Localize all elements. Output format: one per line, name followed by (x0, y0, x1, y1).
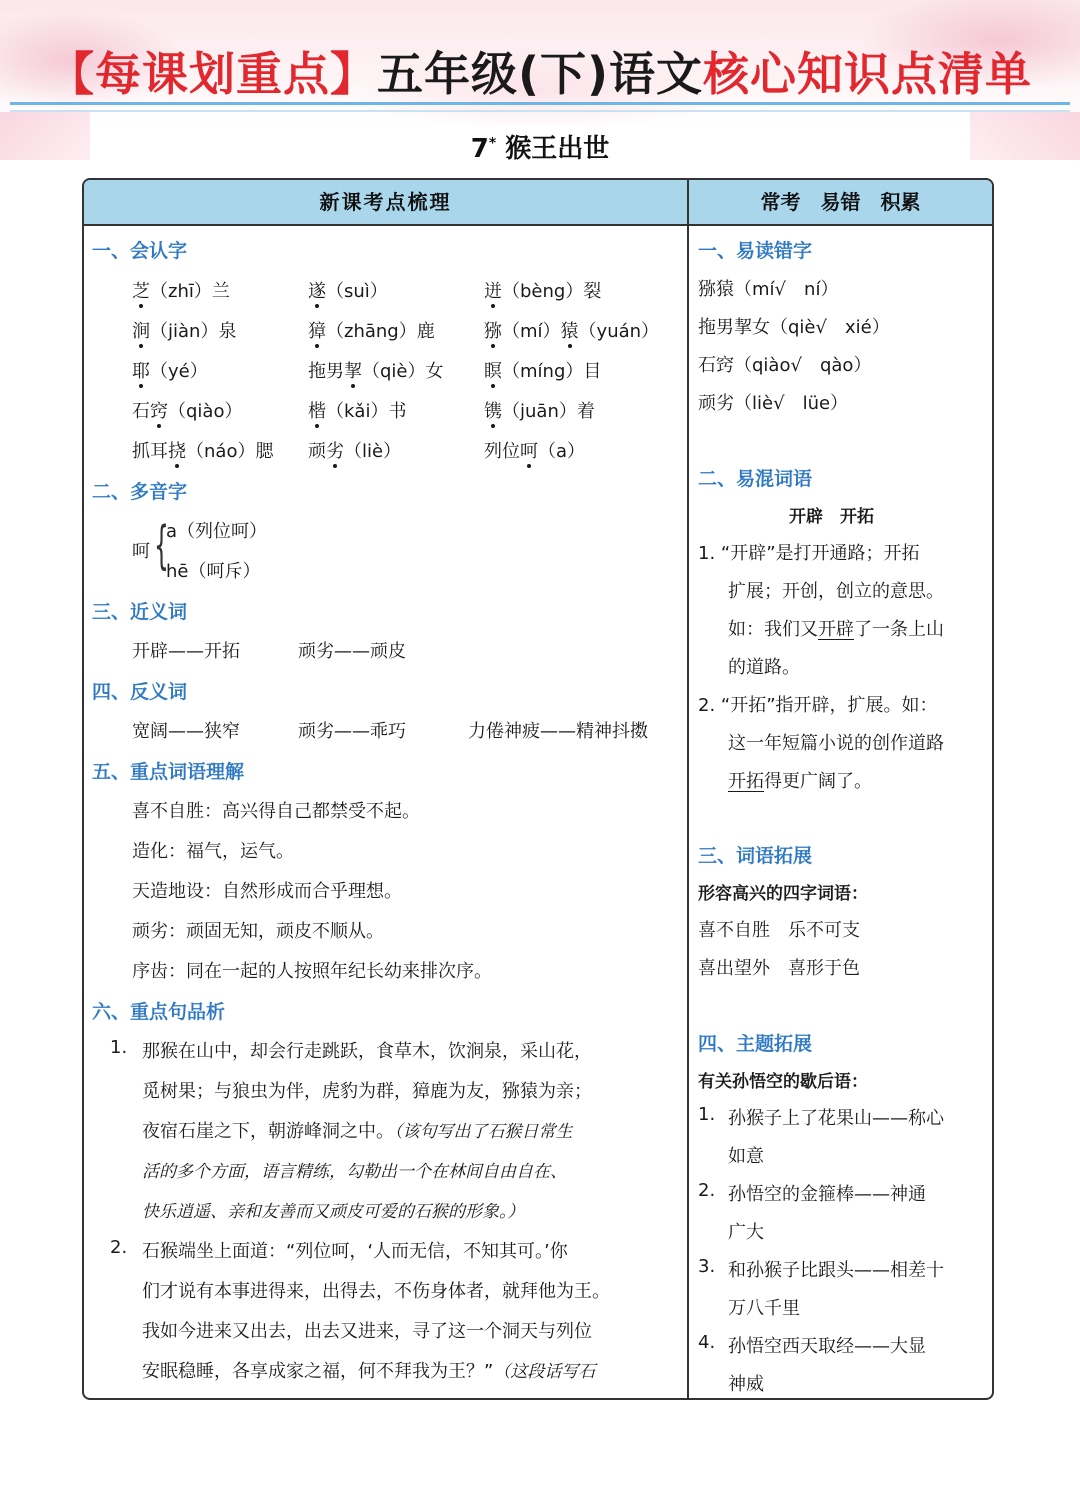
polyphonic-reading-1: a（列位呵） (166, 521, 268, 542)
antonym-pair: 顽劣——乖巧 (298, 721, 406, 742)
char-tail: 泉 (218, 321, 237, 342)
section-title-antonyms: 四、反义词 (92, 681, 188, 703)
char: 耶 (132, 357, 150, 383)
char-tail: 着 (576, 401, 595, 422)
table-header (84, 180, 992, 226)
char-prefix: 拖男 (308, 361, 344, 382)
saying-text: 如意 (728, 1146, 764, 1167)
explain-line: 的道路。 (728, 657, 800, 678)
pinyin: （a） (538, 441, 586, 462)
word-definition: 造化：福气，运气。 (132, 841, 294, 862)
antonym-pair: 力倦神疲——精神抖擞 (468, 721, 648, 742)
pinyin: （yuán） (578, 321, 660, 342)
char-item (132, 317, 236, 343)
title-part-1: 【每课划重点】 (47, 47, 377, 101)
column-divider (687, 180, 689, 1398)
pinyin: （kǎi） (326, 401, 389, 422)
char: 猿 (561, 317, 579, 343)
polyphonic-reading-2: hē（呵斥） (166, 561, 261, 582)
lesson-title (0, 128, 1080, 165)
char-tail: 鹿 (416, 321, 435, 342)
lesson-name: 猴王出世 (505, 134, 610, 164)
synonym-pair: 开辟——开拓 (132, 641, 240, 662)
underlined-word: 开拓 (728, 771, 764, 792)
antonym-pair: 宽阔——狭窄 (132, 721, 240, 742)
confusing-word-pair: 开辟 开拓 (789, 507, 874, 527)
correct-pinyin: liè (752, 393, 774, 414)
wrong-pinyin: lüe (802, 393, 831, 414)
section-title-key-words: 五、重点词语理解 (92, 761, 245, 783)
char-prefix: 顽 (308, 441, 326, 462)
pinyin: （míng） (502, 361, 584, 382)
section-title-misread-chars: 一、易读错字 (698, 240, 813, 262)
pinyin: （náo） (186, 441, 256, 462)
sentence-line: 我如今进来又出去，出去又进来，寻了这一个洞天与列位 (142, 1321, 592, 1342)
section-title-synonyms: 三、近义词 (92, 601, 188, 623)
check-icon: √ (774, 279, 787, 300)
misread-word: 猕猿 (698, 279, 734, 300)
char-item (308, 357, 444, 383)
char-item (484, 437, 585, 463)
saying-text: 万八千里 (728, 1298, 800, 1319)
saying-text: 广大 (728, 1222, 764, 1243)
char: 窍 (150, 397, 168, 423)
expansion-subtitle: 形容高兴的四字词语： (698, 884, 868, 904)
banner-divider-thin (10, 110, 1070, 112)
pinyin: （qiào） (168, 401, 243, 422)
char-item (308, 397, 406, 423)
char-item (308, 277, 388, 303)
misread-item: 石窍（qiào√ qào） (698, 355, 872, 376)
synonym-pair: 顽劣——顽皮 (298, 641, 406, 662)
explain-line: 2. “开拓”指开辟，扩展。如： (698, 695, 938, 716)
char: 猕 (484, 317, 502, 343)
char-tail: 女 (425, 361, 444, 382)
misread-word: 顽劣 (698, 393, 734, 414)
explain-text: 得更广阔了。 (764, 771, 872, 792)
char-item (308, 317, 435, 343)
char-item (132, 357, 208, 383)
sentence-line (142, 1117, 573, 1143)
saying-number: 2. (698, 1180, 716, 1201)
char: 涧 (132, 317, 150, 343)
header-banner (0, 0, 1080, 125)
explain-text: 了一条上山 (854, 619, 944, 640)
saying-text: 孙猴子上了花果山——称心 (728, 1108, 944, 1129)
explain-line: 这一年短篇小说的创作道路 (728, 733, 944, 754)
explain-line (728, 767, 872, 793)
misread-word: 拖男挈女 (698, 317, 770, 338)
sentence-text: 安眠稳睡，各享成家之福，何不拜我为王？” (142, 1361, 494, 1382)
word-definition: 天造地设：自然形成而合乎理想。 (132, 881, 402, 902)
char: 挈 (344, 357, 362, 383)
section-title-recognize-chars: 一、会认字 (92, 240, 188, 262)
char-item (484, 397, 595, 423)
char: 呵 (520, 437, 538, 463)
knowledge-table (82, 178, 994, 1400)
pinyin: （juān） (502, 401, 577, 422)
correct-pinyin: qiào (752, 355, 791, 376)
expansion-words: 喜出望外 喜形于色 (698, 958, 860, 979)
sentence-note: 活的多个方面，语言精练，勾勒出一个在林间自由自在、 (142, 1162, 567, 1182)
lesson-star: * (488, 135, 497, 152)
lesson-number: 7 (470, 134, 489, 164)
correct-pinyin: qiè (788, 317, 816, 338)
char: 獐 (308, 317, 326, 343)
sentence-line (142, 1357, 595, 1383)
char-item (484, 317, 659, 343)
char-tail: 书 (388, 401, 407, 422)
correct-pinyin: mí (752, 279, 775, 300)
wrong-pinyin: xié (845, 317, 872, 338)
pinyin: （mí） (502, 321, 561, 342)
word-definition: 喜不自胜：高兴得自己都禁受不起。 (132, 801, 420, 822)
sentence-number: 1. (110, 1037, 128, 1058)
explain-line: 扩展；开创，创立的意思。 (728, 581, 944, 602)
saying-number: 1. (698, 1104, 716, 1125)
section-title-key-sentences: 六、重点句品析 (92, 1001, 226, 1023)
theme-subtitle: 有关孙悟空的歇后语： (698, 1072, 868, 1092)
section-title-theme-expansion: 四、主题拓展 (698, 1033, 813, 1055)
char-item (484, 277, 601, 303)
expansion-words: 喜不自胜 乐不可支 (698, 920, 860, 941)
brace-icon: { (154, 516, 169, 576)
char-prefix: 列位 (484, 441, 520, 462)
pinyin: （zhāng） (326, 321, 417, 342)
saying-text: 孙悟空西天取经——大显 (728, 1336, 926, 1357)
sentence-line: 那猴在山中，却会行走跳跃，食草木，饮涧泉，采山花， (142, 1041, 592, 1062)
check-icon: √ (790, 355, 802, 376)
wrong-pinyin: ní (804, 279, 821, 300)
pinyin: （yé） (150, 361, 208, 382)
left-column-header: 新课考点梳理 (319, 190, 452, 214)
saying-text: 孙悟空的金箍棒——神通 (728, 1184, 926, 1205)
sentence-text: 夜宿石崖之下，朝游峰洞之中。 (142, 1121, 394, 1142)
char-tail: 目 (583, 361, 602, 382)
pinyin: （jiàn） (150, 321, 219, 342)
explain-line (728, 615, 944, 641)
sentence-line: 觅树果；与狼虫为伴，虎豹为群，獐鹿为友，猕猿为亲； (142, 1081, 592, 1102)
title-part-3: 核心知识点清单 (703, 47, 1033, 101)
word-definition: 顽劣：顽固无知，顽皮不顺从。 (132, 921, 384, 942)
char: 瞑 (484, 357, 502, 383)
section-title-confusing-words: 二、易混词语 (698, 468, 813, 490)
misread-item: 顽劣（liè√ lüe） (698, 393, 849, 414)
saying-text: 和孙猴子比跟头——相差十 (728, 1260, 944, 1281)
char: 遂 (308, 277, 326, 303)
saying-text: 神威 (728, 1374, 764, 1395)
misread-word: 石窍 (698, 355, 734, 376)
char: 挠 (168, 437, 186, 463)
check-icon: √ (815, 317, 827, 338)
char: 劣 (326, 437, 344, 463)
pinyin: （suì） (326, 281, 388, 302)
section-title-polyphonic: 二、多音字 (92, 481, 188, 503)
char-item (308, 437, 401, 463)
char-item (132, 277, 230, 303)
pinyin: （zhī） (150, 281, 212, 302)
char-prefix: 石 (132, 401, 150, 422)
char-item (484, 357, 601, 383)
char-tail: 腮 (255, 441, 274, 462)
underlined-word: 开辟 (818, 619, 854, 640)
misread-item: 拖男挈女（qiè√ xié） (698, 317, 890, 338)
right-column-header: 常考 易错 积累 (760, 190, 921, 214)
char: 楷 (308, 397, 326, 423)
sentence-note: 快乐逍遥、亲和友善而又顽皮可爱的石猴的形象。） (142, 1202, 525, 1222)
word-definition: 序齿：同在一起的人按照年纪长幼来排次序。 (132, 961, 492, 982)
polyphonic-char: 呵 (132, 541, 150, 562)
pinyin: （bèng） (502, 281, 584, 302)
section-title-word-expansion: 三、词语拓展 (698, 845, 813, 867)
explain-text: 如：我们又 (728, 619, 818, 640)
sentence-line: 们才说有本事进得来，出得去，不伤身体者，就拜他为王。 (142, 1281, 610, 1302)
char: 镌 (484, 397, 502, 423)
char: 芝 (132, 277, 150, 303)
check-icon: √ (773, 393, 785, 414)
page-title (0, 38, 1080, 104)
sentence-number: 2. (110, 1237, 128, 1258)
char-prefix: 抓耳 (132, 441, 168, 462)
pinyin: （qiè） (362, 361, 426, 382)
char-tail: 裂 (583, 281, 602, 302)
title-part-2: 五年级(下)语文 (376, 47, 704, 101)
char-item (132, 397, 242, 423)
sentence-note: （这段话写石 (493, 1362, 596, 1382)
saying-number: 4. (698, 1332, 716, 1353)
wrong-pinyin: qào (819, 355, 854, 376)
pinyin: （liè） (344, 441, 402, 462)
saying-number: 3. (698, 1256, 716, 1277)
sentence-line: 石猴端坐上面道：“列位呵，‘人而无信，不知其可。’你 (142, 1241, 568, 1262)
misread-item: 猕猿（mí√ ní） (698, 279, 839, 300)
char: 迸 (484, 277, 502, 303)
sentence-note: （该句写出了石猴日常生 (394, 1122, 573, 1142)
explain-line: 1. “开辟”是打开通路；开拓 (698, 543, 920, 564)
char-tail: 兰 (211, 281, 230, 302)
char-item (132, 437, 273, 463)
